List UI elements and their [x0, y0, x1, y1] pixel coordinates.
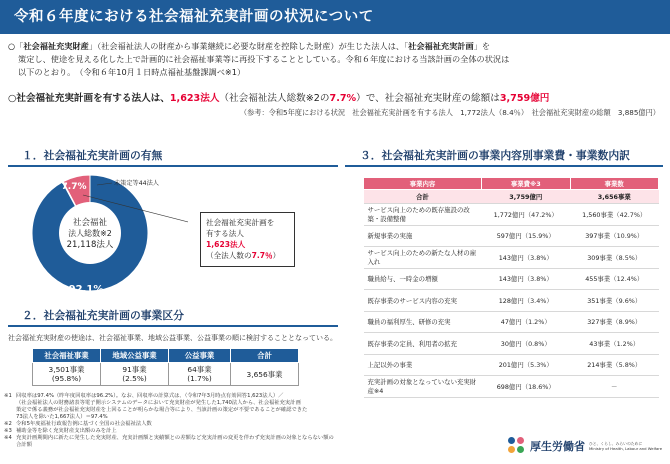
t3-cost: 30億円（0.8%） — [482, 333, 571, 355]
t3-item-name: 既存事業のサービス内容の充実 — [364, 290, 482, 312]
t3-count: － — [570, 376, 659, 398]
t2-cell-total: 3,656事業 — [231, 363, 299, 386]
pie-label-unknown: 未策定等44法人 — [114, 180, 159, 187]
logo-name: 厚生労働省 — [530, 440, 585, 453]
footnote-item: ※3 補助金等を除く充実財産支出額のみを計上 — [4, 428, 117, 434]
footnote-item: 73法人を除いた1,667法人）＝97.4% — [16, 414, 108, 420]
section3-underline — [345, 165, 663, 167]
intro-line-3: 以下のとおり。 （令和６年10月１日時点福祉基盤課調べ※1） — [18, 67, 246, 77]
t3-count: 397事業（10.9%） — [570, 225, 659, 247]
table-row — [364, 311, 659, 333]
t3-count: 43事業（1.2%） — [570, 333, 659, 355]
t2-header: 合計 — [231, 349, 299, 363]
page-title: 令和６年度における社会福祉充実計画の状況について — [0, 0, 670, 34]
summary-line: ○社会福祉充実計画を有する法人は、1,623法人（社会福祉法人総数※2の7.7%）で、社会福祉充実財産の総額は3,759億円 — [8, 93, 550, 104]
t3-count: 327事業（8.9%） — [570, 311, 659, 333]
footnote-item: （社会福祉法人の財務諸表等電子開示システムのデータにおいて充実財産が発生した1,740法人から、社会福祉充実計画 — [16, 400, 301, 406]
reference-note: （参考：令和5年度における状況 社会福祉充実計画を有する法人 1,772法人（8.4％） 社会福祉充実財産の総額 3,885億円） — [239, 108, 660, 117]
pie-chart — [28, 165, 188, 315]
t3-count: 1,560事業（42.7%） — [570, 204, 659, 226]
t3-item-name: 既存事業の定員、利用者の拡充 — [364, 333, 482, 355]
t3-cost: 128億円（3.4%） — [482, 290, 571, 312]
table-row — [364, 354, 659, 376]
intro-line-2: 策定し、使途を見える化した上で計画的に社会福祉事業等に再投下することとしている。令和６年度における当該計画の全体の状況は — [18, 54, 510, 64]
t2-cell: 91事業 (2.5%) — [101, 363, 169, 386]
t3-cost: 698億円（18.6%） — [482, 376, 571, 398]
t3-item-name: サービス向上のための新たな人材の雇入れ — [364, 247, 482, 269]
t3-item-name: 新規事業の実施 — [364, 225, 482, 247]
t2-header: 地域公益事業 — [101, 349, 169, 363]
t3-total-row: 合計 3,759億円 3,656事業 — [364, 190, 659, 204]
t3-item-name: 職員給与、一時金の増額 — [364, 268, 482, 290]
table-row — [364, 225, 659, 247]
t3-header: 事業内容 — [364, 178, 482, 190]
t3-item-name: 充実計画の対象となっていない充実財産※4 — [364, 376, 482, 398]
t3-cost: 1,772億円（47.2%） — [482, 204, 571, 226]
t3-count: 455事業（12.4%） — [570, 268, 659, 290]
callout-box: 社会福祉充実計画を 有する法人 1,623法人 （全法人数の7.7％） — [200, 212, 295, 267]
t3-cost: 143億円（3.8%） — [482, 247, 571, 269]
footnote-item: 策定で係る義務が社会福祉充実財産を上回ることが明らかな場合等により、当該計画の策定が不要であることが確認できた — [16, 407, 308, 413]
section2-table — [32, 348, 299, 386]
section2-underline — [8, 325, 338, 327]
t3-item-name: サービス向上のための既存施設の改築・設備整備 — [364, 204, 482, 226]
intro-text — [8, 40, 663, 79]
section3-table — [363, 177, 659, 398]
t3-item-name: 上記以外の事業 — [364, 354, 482, 376]
table-row — [364, 268, 659, 290]
t3-cost: 201億円（5.3%） — [482, 354, 571, 376]
t2-header: 社会福祉事業 — [33, 349, 101, 363]
section3-title: ３．社会福祉充実計画の事業内容別事業費・事業数内訳 — [360, 149, 630, 162]
t3-header: 事業費※3 — [482, 178, 571, 190]
pie-label-large: 92.1% — [68, 284, 104, 295]
pie-center-line-3: 21,118法人 — [66, 240, 114, 250]
t2-cell: 3,501事業 (95.8%) — [33, 363, 101, 386]
pie-label-small: 7.7% — [61, 182, 87, 192]
t3-count: 214事業（5.8%） — [570, 354, 659, 376]
table-row — [364, 204, 659, 226]
footnotes — [4, 393, 339, 449]
pie-center-line-2: 法人総数※2 — [68, 229, 112, 238]
logo-mark-icon — [508, 437, 526, 455]
footnote-item: ※2 令和5年度福祉行政報告例に基づく全国の社会福祉法人数 — [4, 421, 152, 427]
section2-note: 社会福祉充実財産の使途は、社会福祉事業、地域公益事業、公益事業の順に検討することとなっている。 — [8, 334, 337, 342]
intro-line-1: ○「社会福祉充実財産」（社会福祉法人の財産から事業継続に必要な財産を控除した財産）が生じた法人は、「社会福祉充実計画」を — [8, 41, 491, 51]
t3-cost: 597億円（15.9%） — [482, 225, 571, 247]
t2-header: 公益事業 — [169, 349, 231, 363]
t3-header: 事業数 — [570, 178, 659, 190]
section1-title: １．社会福祉充実計画の有無 — [22, 149, 163, 162]
t3-item-name: 職員の福利厚生、研修の充実 — [364, 311, 482, 333]
table-row — [364, 290, 659, 312]
footnote-item: ※1 回収率は97.4%（昨年度回収率は96.2%）。なお、回収率の計算式は、（令和7年3月時点有効回答1,623法人）／ — [4, 393, 284, 399]
logo-sub-2: Ministry of Health, Labour and Welfare — [589, 446, 663, 451]
table-row — [364, 247, 659, 269]
t2-cell: 64事業 (1.7%) — [169, 363, 231, 386]
section2-title: ２．社会福祉充実計画の事業区分 — [22, 309, 184, 322]
logo-sub-1: ひと、くらし、みらいのために — [589, 441, 643, 446]
t3-cost: 47億円（1.2%） — [482, 311, 571, 333]
table-row — [364, 376, 659, 398]
t3-count: 351事業（9.6%） — [570, 290, 659, 312]
pie-svg — [28, 165, 188, 315]
ministry-logo — [508, 436, 662, 456]
footnote-item: ※4 充実計画期間内に新たに発生した充実財産、充実計画額と実績額との差額など充実計画の変更を伴わず充実計画の対象とならない額の合計額 — [4, 435, 334, 448]
pie-center-line-1: 社会福祉 — [72, 218, 108, 228]
table-row — [364, 333, 659, 355]
t3-cost: 143億円（3.8%） — [482, 268, 571, 290]
t3-count: 309事業（8.5%） — [570, 247, 659, 269]
